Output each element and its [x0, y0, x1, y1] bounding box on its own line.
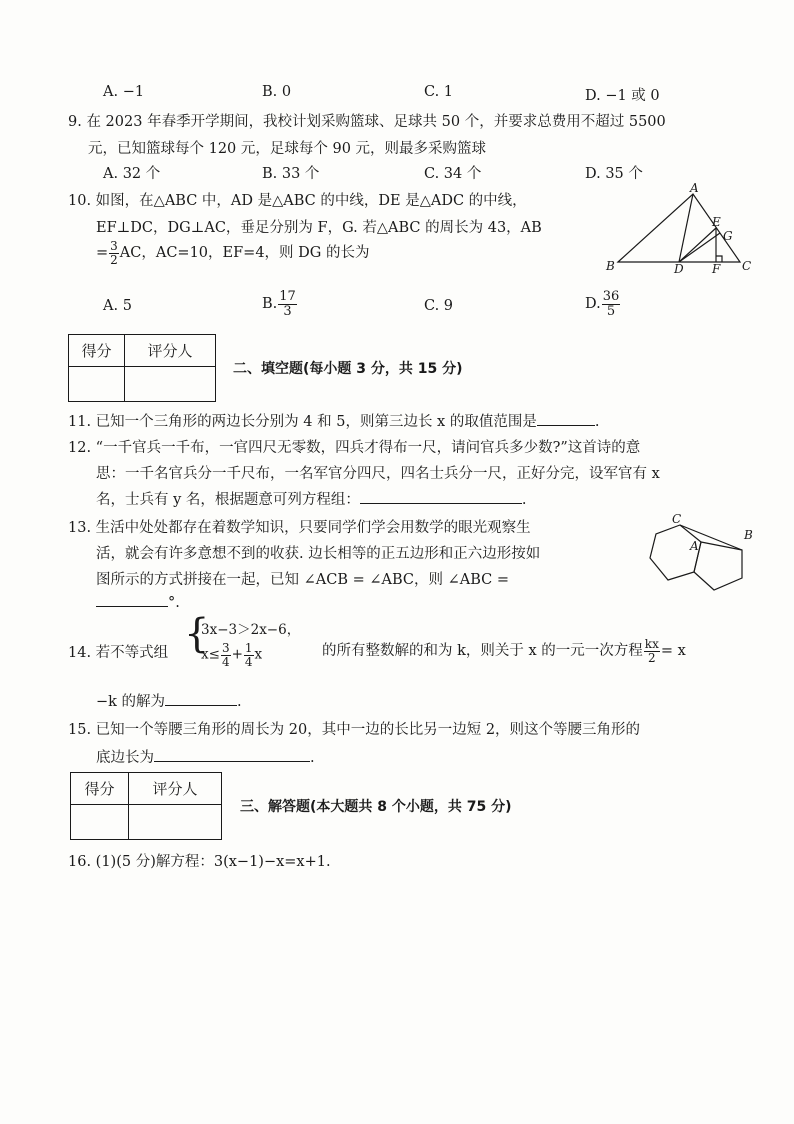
q8-option-c: C. 1 — [424, 84, 454, 100]
q8-option-d: D. −1 或 0 — [585, 88, 660, 104]
label-a: A — [690, 539, 699, 553]
perp-dg — [679, 233, 720, 262]
triangle-abc — [618, 194, 740, 262]
q14-inequality-2: x≤ $\frac{3}{4}$ + $\frac{1}{4}$ x — [201, 641, 263, 669]
q11-answer-blank — [537, 413, 595, 426]
q13-answer-blank — [96, 594, 168, 607]
q15-answer-blank — [154, 749, 310, 762]
q10-option-c: C. 9 — [424, 298, 454, 314]
q10-option-d: D. $\frac{36}{5}$ — [585, 289, 620, 319]
score-cell — [69, 367, 125, 401]
q9-line1: 9. 在 2023 年春季开学期间，我校计划采购篮球、足球共 50 个，并要求总费用不超过 5500 — [68, 114, 666, 130]
inequality-brace: { — [184, 611, 210, 657]
q12-line3: 名，士兵有 y 名，根据题意可列方程组： . — [96, 492, 527, 508]
q10-line2: EF⊥DC，DG⊥AC，垂足分别为 F，G. 若△ABC 的周长为 43，AB — [96, 220, 542, 236]
grader-cell — [125, 367, 215, 401]
q16: 16. (1)(5 分)解方程：3(x−1)−x=x+1. — [68, 854, 331, 870]
q12-line2: 思：一千名官兵分一千尺布，一名军官分四尺，四名士兵分一尺，正好分完，设军官有 x — [96, 466, 660, 482]
q10-option-a: A. 5 — [103, 298, 132, 314]
q13-line1: 13. 生活中处处都存在着数学知识，只要同学们学会用数学的眼光观察生 — [68, 520, 531, 536]
label-b: B — [744, 528, 753, 542]
q9-line2: 元，已知篮球每个 120 元，足球每个 90 元，则最多采购篮球 — [88, 141, 487, 157]
q9-option-c: C. 34 个 — [424, 166, 482, 182]
q10-option-b: B. $\frac{17}{3}$ — [262, 289, 296, 319]
q14-inequality-1: 3x−3＞2x−6， — [201, 622, 301, 638]
q14-mid: 的所有整数解的和为 k，则关于 x 的一元一次方程 $\frac{kx}{2}$ = x — [322, 637, 686, 665]
q13-line3: 图所示的方式拼接在一起，已知 ∠ACB = ∠ABC，则 ∠ABC = — [96, 572, 509, 588]
q14-line2: −k 的解为 . — [96, 694, 242, 710]
q11: 11. 已知一个三角形的两边长分别为 4 和 5，则第三边长 x 的取值范围是 . — [68, 414, 600, 430]
label-f: F — [712, 262, 721, 274]
grader-label: 评分人 — [125, 335, 215, 367]
q10-line3: = $\frac{3}{2}$ AC，AC=10，EF=4，则 DG 的长为 — [96, 239, 370, 267]
q8-option-b: B. 0 — [262, 84, 292, 100]
label-c: C — [672, 512, 682, 526]
q10-line1: 10. 如图，在△ABC 中，AD 是△ABC 的中线，DE 是△ADC 的中线， — [68, 193, 527, 209]
label-g: G — [723, 229, 733, 243]
q9-option-b: B. 33 个 — [262, 166, 320, 182]
q12-answer-blank — [360, 491, 522, 504]
q13-line2: 活，就会有许多意想不到的收获. 边长相等的正五边形和正六边形按如 — [96, 546, 541, 562]
label-b: B — [606, 259, 615, 273]
q15-line1: 15. 已知一个等腰三角形的周长为 20，其中一边的长比另一边短 2，则这个等腰三角形的 — [68, 722, 641, 738]
section3-title: 三、解答题(本大题共 8 个小题，共 75 分) — [240, 799, 512, 815]
score-label: 得分 — [69, 335, 125, 367]
grader-cell — [129, 805, 221, 839]
q14-prefix: 14. 若不等式组 — [68, 645, 169, 661]
q15-line2: 底边长为 . — [96, 750, 315, 766]
score-box-section2 — [68, 334, 216, 402]
pentagon — [694, 542, 742, 590]
q12-line1: 12. “一千官兵一千布，一官四尺无零数，四兵才得布一尺，请问官兵多少数?”这首诗的意 — [68, 440, 641, 456]
label-d: D — [674, 262, 684, 274]
q14-answer-blank — [165, 693, 237, 706]
score-label: 得分 — [71, 773, 129, 805]
label-c: C — [742, 259, 752, 273]
grader-label: 评分人 — [129, 773, 221, 805]
q13-line4: °. — [96, 594, 180, 611]
score-cell — [71, 805, 129, 839]
q9-option-a: A. 32 个 — [103, 166, 161, 182]
score-box-section3 — [70, 772, 222, 840]
q13-polygons-figure — [646, 512, 764, 598]
q9-option-d: D. 35 个 — [585, 166, 643, 182]
q10-triangle-figure — [598, 182, 758, 274]
label-a: A — [690, 182, 699, 195]
q8-option-a: A. −1 — [103, 84, 145, 100]
section2-title: 二、填空题(每小题 3 分，共 15 分) — [233, 361, 463, 377]
label-e: E — [712, 215, 721, 229]
